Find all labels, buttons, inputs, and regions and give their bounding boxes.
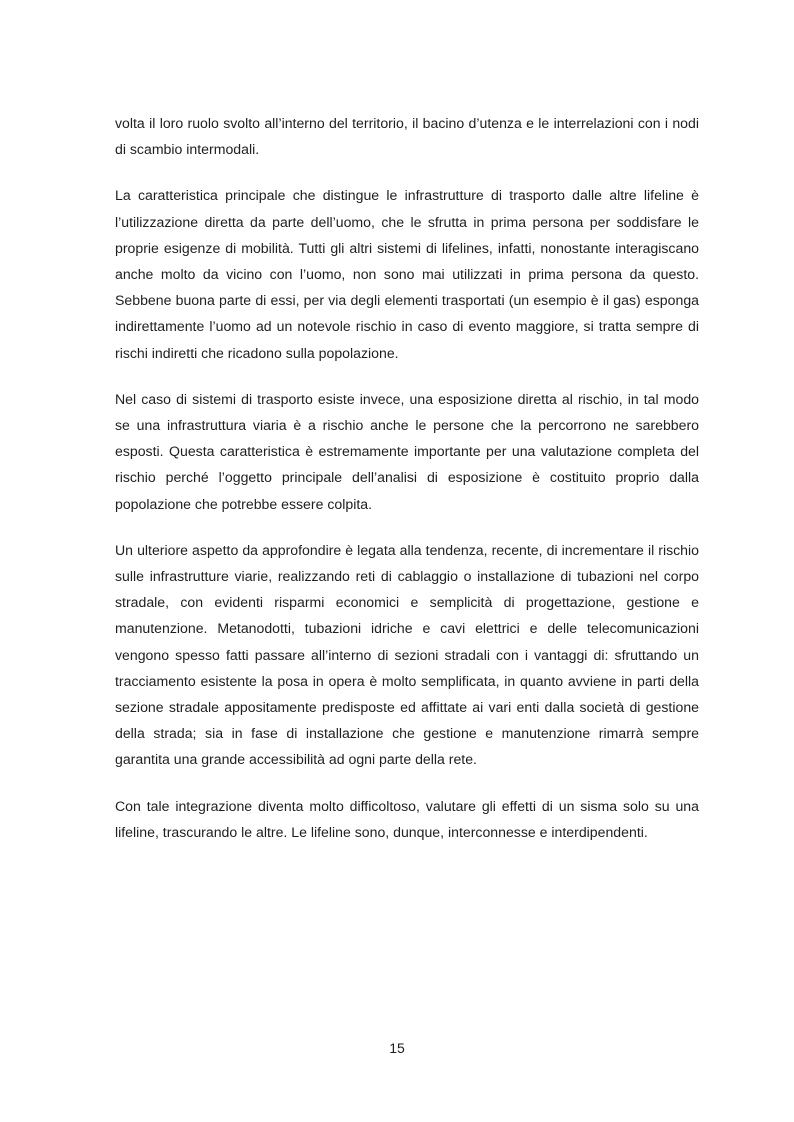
page-number: 15 xyxy=(389,1040,405,1056)
paragraph-interdependence: Con tale integrazione diventa molto difficoltoso, valutare gli effetti di un sisma solo su una lifeline, trascurando le altre. Le lifeline sono, dunque, interconnesse e interdipendenti. xyxy=(115,797,699,840)
paragraph-continuation: volta il loro ruolo svolto all’interno del territorio, il bacino d’utenza e le interrelazioni con i nodi di scambio intermodali. xyxy=(115,115,699,158)
paragraph-integration-risk: Un ulteriore aspetto da approfondire è legata alla tendenza, recente, di incrementare il rischio sulle infrastrutture viarie, realizzando reti di cablaggio o installazione di tubazioni nel corpo stradale, con evidenti risparmi economici e semplicità di progettazione, gestione e manutenzione. Metanodotti, tubazioni idriche e cavi elettrici e delle telecomunicazioni vengono spesso fatti passare all’interno di sezioni stradali con i vantaggi di: sfruttando un tracciamento esistente la posa in opera è molto semplificata, in quanto avviene in parti della sezione stradale appositamente predisposte ed affittate ai vari enti dalla società di gestione della strada; sia in fase di installazione che gestione e manutenzione rimarrà sempre garantita una grande accessibilità ad ogni parte della rete. xyxy=(115,541,699,768)
paragraph-direct-exposure: Nel caso di sistemi di trasporto esiste invece, una esposizione diretta al rischio, in tal modo se una infrastruttura viaria è a rischio anche le persone che la percorrono ne sarebbero esposti. Questa caratteristica è estremamente importante per una valutazione completa del rischio perché l’oggetto principale dell’analisi di esposizione è costituito proprio dalla popolazione che potrebbe essere colpita. xyxy=(115,390,699,512)
paragraph-transport-infrastructure: La caratteristica principale che distingue le infrastrutture di trasporto dalle altre lifeline è l’utilizzazione diretta da parte dell’uomo, che le sfrutta in prima persona per soddisfare le proprie esigenze di mobilità. Tutti gli altri sistemi di lifelines, infatti, nonostante interagiscano anche molto da vicino con l’uomo, non sono mai utilizzati in prima persona da questo. Sebbene buona parte di essi, per via degli elementi trasportati (un esempio è il gas) esponga indirettamente l’uomo ad un notevole rischio in caso di evento maggiore, si tratta sempre di rischi indiretti che ricadono sulla popolazione. xyxy=(115,187,699,361)
body-text xyxy=(115,110,699,865)
